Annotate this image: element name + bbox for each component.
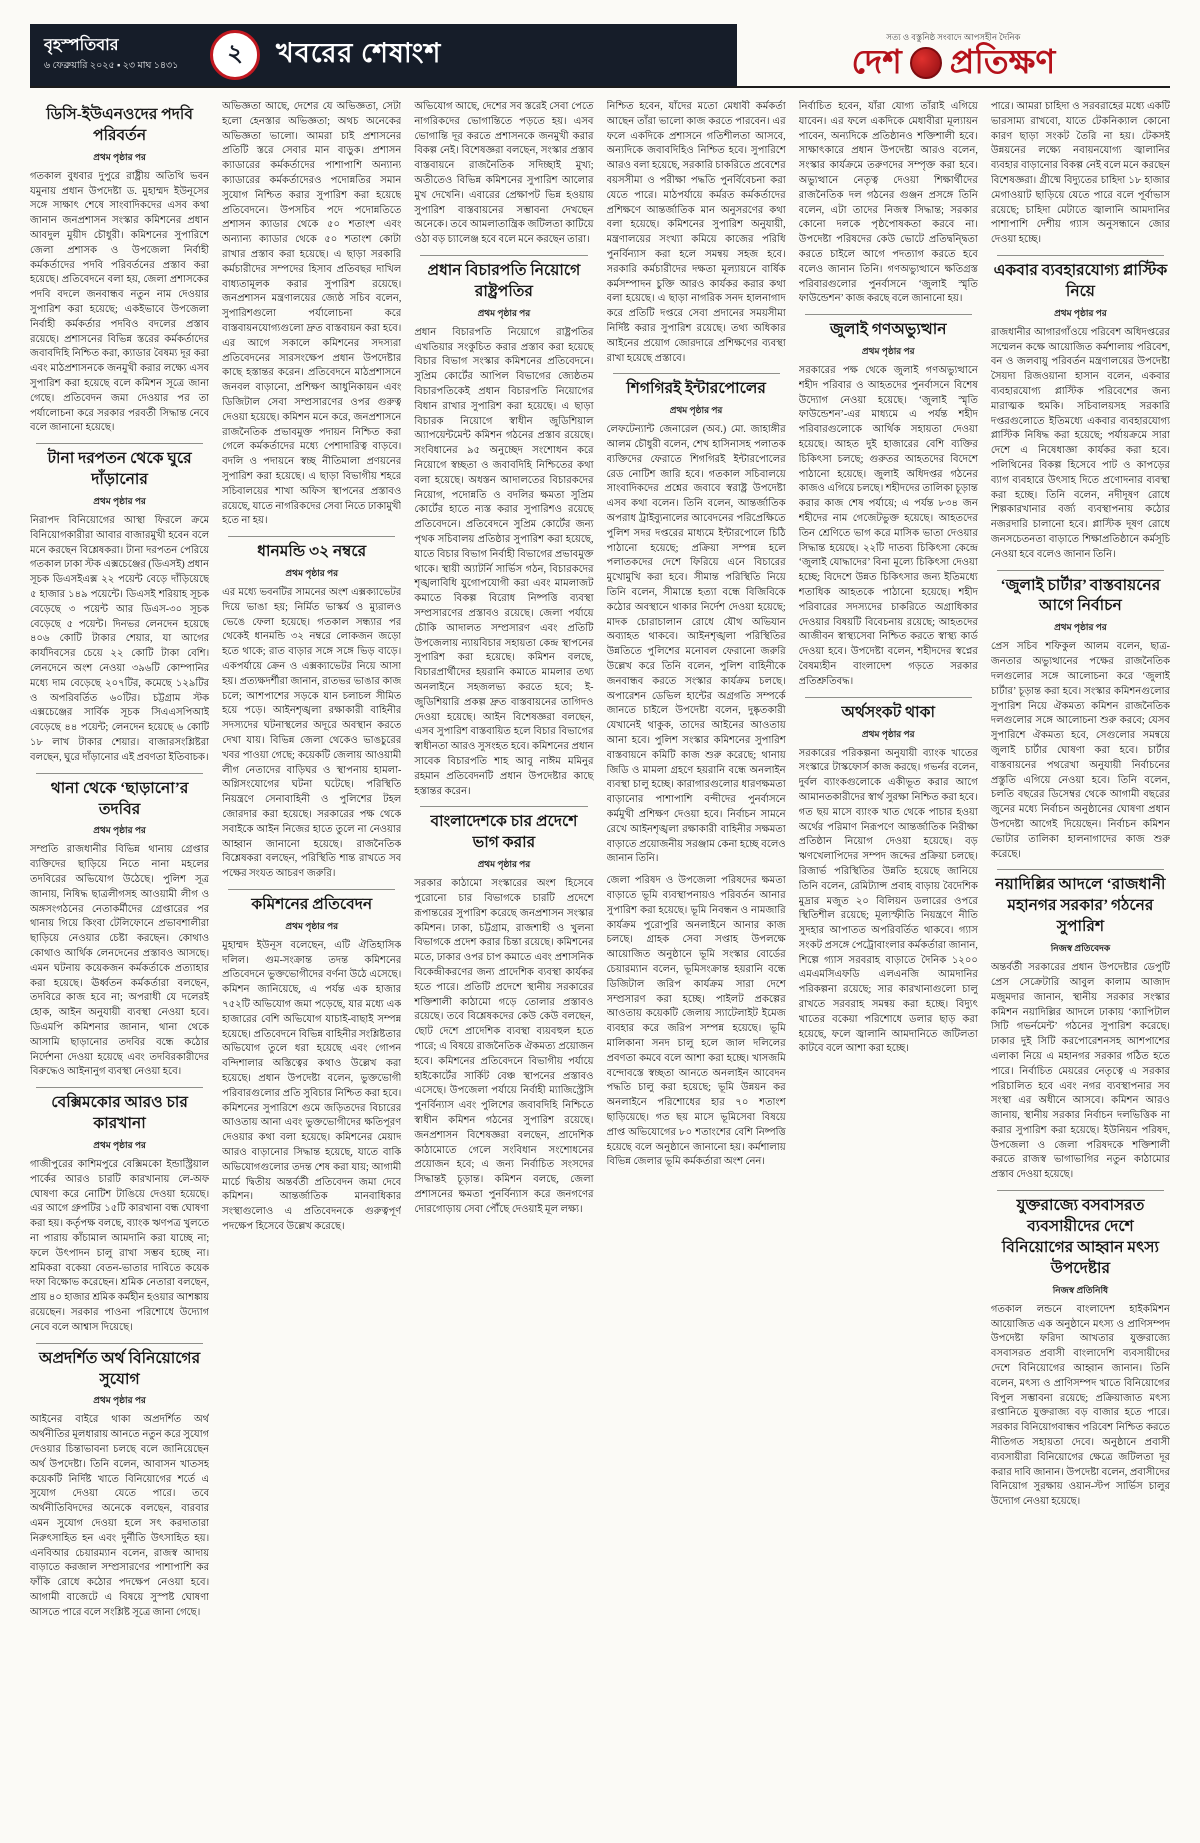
masthead: [737, 24, 1170, 86]
masthead-word-2: প্রতিক্ষণ: [949, 44, 1056, 81]
article-body: নিশ্চিত হবেন, যাঁদের মতো মেধাবী কর্মকর্তা আছেন তাঁরা ভালো কাজ করতে পারবেন। এর ফলে একদিকে প্রশাসনে গতিশীলতা আসবে, অন্যদিকে জবাবদিহিও নিশ্চিত হবে। সুপারিশে আরও বলা হয়েছে, সরকারি চাকরিতে প্রবেশের বয়সসীমা ও পরীক্ষা পদ্ধতি পুনর্বিবেচনা করা যেতে পারে। মাঠপর্যায়ে কর্মরত কর্মকর্তাদের প্রশিক্ষণে আন্তর্জাতিক মান অনুসরণের কথা বলা হয়েছে। কমিশনের সুপারিশ অনুযায়ী, মন্ত্রণালয়ের সংখ্যা কমিয়ে কাজের পরিধি পুনর্বিন্যাস করা হলে সমন্বয় সহজ হবে। সরকারি কর্মচারীদের দক্ষতা মূল্যায়নে বার্ষিক কর্মসম্পাদন চুক্তি আরও কার্যকর করার কথা বলা হয়েছে। এ ছাড়া নাগরিক সনদ হালনাগাদ করে প্রতিটি দপ্তরে সেবা প্রদানের সময়সীমা নির্দিষ্ট করার সুপারিশ রয়েছে। তথ্য অধিকার আইনের প্রয়োগ জোরদারে প্রশিক্ষণের ব্যবস্থা রাখা হয়েছে প্রস্তাবে।: [606, 101, 786, 364]
article-separator: [36, 443, 203, 444]
article-headline: অর্থসংকট থাকা: [841, 703, 935, 721]
article-body: গাজীপুরের কাশিমপুরে বেক্সিমকো ইন্ডাস্ট্রিয়াল পার্কের আরও চারটি কারখানায় লে-অফ ঘোষণা করে নোটিশ টাঙিয়ে দেওয়া হয়েছে। এর আগে গ্রুপটির ১৫টি কারখানা বন্ধ ঘোষণা করা হয়। কর্তৃপক্ষ বলছে, ব্যাংক ঋণপত্র খুলতে না পারায় কাঁচামাল আমদানি করা যাচ্ছে না; ফলে উৎপাদন চালু রাখা সম্ভব হচ্ছে না। শ্রমিকরা বকেয়া বেতন-ভাতার দাবিতে কয়েক দফা বিক্ষোভ করেছেন। শ্রমিক নেতারা বলছেন, প্রায় ৪০ হাজার শ্রমিক কর্মহীন হওয়ার আশঙ্কায় রয়েছেন। সরকার পাওনা পরিশোধে উদ্যোগ নেবে বলে আশ্বাস দিয়েছে।: [30, 1159, 210, 1333]
article-body: অন্তর্বর্তী সরকারের প্রধান উপদেষ্টার ডেপুটি প্রেস সেক্রেটারি আবুল কালাম আজাদ মজুমদার জানান, স্থানীয় সরকার সংস্কার কমিশন নয়াদিল্লির আদলে ঢাকায় ‘ক্যাপিটাল সিটি গভর্নমেন্ট’ গঠনের সুপারিশ করেছে। ঢাকার দুই সিটি করপোরেশনসহ আশপাশের এলাকা নিয়ে এ মহানগর সরকার গঠিত হতে পারে। নির্বাচিত মেয়রের নেতৃত্বে এ সরকার পরিচালিত হবে এবং নগর ব্যবস্থাপনার সব সংস্থা এর অধীনে আসবে। কমিশন আরও জানায়, স্থানীয় সরকার নির্বাচন দলভিত্তিক না করার সুপারিশ করা হয়েছে। ইউনিয়ন পরিষদ, উপজেলা ও জেলা পরিষদকে শক্তিশালী করতে রাজস্ব ভাগাভাগির নতুন কাঠামোর প্রস্তাব দেওয়া হয়েছে।: [990, 962, 1170, 1181]
article-body: সরকারের পরিকল্পনা অনুযায়ী ব্যাংক খাতের সংস্কারে টাস্কফোর্স কাজ করছে। গভর্নর বলেন, দুর্বল ব্যাংকগুলোকে একীভূত করার আগে আমানতকারীদের স্বার্থ সুরক্ষা নিশ্চিত করা হবে। গত ছয় মাসে ব্যাংক খাত থেকে পাচার হওয়া অর্থের পরিমাণ নিরূপণে আন্তর্জাতিক নিরীক্ষা প্রতিষ্ঠান নিয়োগ দেওয়া হয়েছে। বড় ঋণখেলাপিদের সম্পদ জব্দের প্রক্রিয়া চলছে। রিজার্ভ পরিস্থিতির উন্নতি হয়েছে জানিয়ে তিনি বলেন, রেমিট্যান্স প্রবাহ বাড়ায় বৈদেশিক মুদ্রার মজুত ২০ বিলিয়ন ডলারের ওপরে স্থিতিশীল রয়েছে; মূল্যস্ফীতি নিয়ন্ত্রণে নীতি সুদহার আপাতত অপরিবর্তিত থাকবে। গ্যাস সংকট প্রসঙ্গে পেট্রোবাংলার কর্মকর্তারা জানান, শিল্পে গ্যাস সরবরাহ বাড়াতে দৈনিক ১২০০ এমএমসিএফডি এলএনজি আমদানির পরিকল্পনা রয়েছে; সার কারখানাগুলো চালু রাখতে সরবরাহ সমন্বয় করা হচ্ছে। বিদ্যুৎ খাতের বকেয়া পরিশোধে ডলার ছাড় করা হয়েছে, ফলে জ্বালানি আমদানিতে জটিলতা কাটবে বলে আশা করা হচ্ছে।: [798, 747, 978, 1055]
article-headline: ডিসি-ইউএনওদের পদবি পরিবর্তন: [46, 106, 193, 144]
continued-from-label: প্রথম পৃষ্ঠার পর: [93, 496, 146, 507]
continued-from-label: প্রথম পৃষ্ঠার পর: [477, 859, 531, 870]
article-columns: [30, 100, 1170, 1833]
article-headline: থানা থেকে ‘ছাড়ানো’র তদবির: [50, 779, 189, 818]
page-header: [30, 24, 1170, 88]
article-separator: [997, 1190, 1164, 1191]
article-separator: [805, 314, 972, 315]
article-body: প্রধান বিচারপতি নিয়োগে রাষ্ট্রপতির এখতিয়ার সংকুচিত করার প্রস্তাব করা হয়েছে বিচার বিভাগ সংস্কার কমিশনের প্রতিবেদনে। সুপ্রিম কোর্টের আপিল বিভাগের জ্যেষ্ঠতম বিচারপতিকেই প্রধান বিচারপতি নিয়োগের বিধান রাখার সুপারিশ করা হয়েছে। এ ছাড়া বিচারক নিয়োগে স্বাধীন জুডিশিয়াল অ্যাপয়েন্টমেন্ট কমিশন গঠনের প্রস্তাব রয়েছে। সংবিধানের ৯৫ অনুচ্ছেদ সংশোধন করে নিয়োগে স্বচ্ছতা ও জবাবদিহি নিশ্চিতের কথা বলা হয়েছে। অধস্তন আদালতের বিচারকদের নিয়োগ, পদোন্নতি ও বদলির ক্ষমতা সুপ্রিম কোর্টের হাতে ন্যস্ত করার সুপারিশও রয়েছে প্রতিবেদনে। প্রতিবেদনে সুপ্রিম কোর্টের জন্য পৃথক সচিবালয় প্রতিষ্ঠার সুপারিশ করা হয়েছে, যাতে বিচার বিভাগ নির্বাহী বিভাগের প্রভাবমুক্ত থাকে। স্থায়ী অ্যাটর্নি সার্ভিস গঠন, বিচারকদের শৃঙ্খলাবিধি যুগোপযোগী করা এবং মামলাজট কমাতে বিকল্প বিরোধ নিষ্পত্তি ব্যবস্থা সম্প্রসারণের প্রস্তাবও রয়েছে। জেলা পর্যায়ে চৌকি আদালত সম্প্রসারণ এবং প্রতিটি উপজেলায় ন্যায়বিচার সহায়তা কেন্দ্র স্থাপনের সুপারিশ করা হয়েছে। কমিশন বলছে, বিচারপ্রার্থীদের হয়রানি কমাতে মামলার তথ্য অনলাইনে সহজলভ্য করতে হবে; ই-জুডিশিয়ারি প্রকল্প দ্রুত বাস্তবায়নের তাগিদও দেওয়া হয়েছে। আইন বিশেষজ্ঞরা বলছেন, এসব সুপারিশ বাস্তবায়িত হলে বিচার বিভাগের স্বাধীনতা আরও সুসংহত হবে। কমিশনের প্রধান সাবেক বিচারপতি শাহ আবু নাঈম মমিনুর রহমান প্রতিবেদনটি প্রধান উপদেষ্টার কাছে হস্তান্তর করেন।: [414, 326, 594, 797]
page-number-badge: [210, 30, 260, 80]
column-2: [222, 100, 401, 1833]
article-body: গতকাল লন্ডনে বাংলাদেশ হাইকমিশন আয়োজিত এক অনুষ্ঠানে মৎস্য ও প্রাণিসম্পদ উপদেষ্টা ফরিদা আখতার যুক্তরাজ্যে বসবাসরত প্রবাসী বাংলাদেশি ব্যবসায়ীদের দেশে বিনিয়োগের আহ্বান জানান। তিনি বলেন, মৎস্য ও প্রাণিসম্পদ খাতে বিনিয়োগের বিপুল সম্ভাবনা রয়েছে; প্রক্রিয়াজাত মৎস্য রপ্তানিতে যুক্তরাজ্য বড় বাজার হতে পারে। সরকার বিনিয়োগবান্ধব পরিবেশ নিশ্চিত করতে নীতিগত সহায়তা দেবে। অনুষ্ঠানে প্রবাসী ব্যবসায়ীরা বিনিয়োগের ক্ষেত্রে জটিলতা দূর করার দাবি জানান। উপদেষ্টা বলেন, প্রবাসীদের বিনিয়োগ সুরক্ষায় ওয়ান-স্টপ সার্ভিস চালুর উদ্যোগ নেওয়া হয়েছে।: [990, 1303, 1170, 1508]
article-body: অভিজ্ঞতা আছে, দেশের যে অভিজ্ঞতা, সেটা হলো হেনস্তার অভিজ্ঞতা; অথচ অনেকের অভিজ্ঞতা ভালো। আমরা চাই প্রশাসনের প্রতিটি স্তরে সেবার মান বাড়ুক। প্রশাসন ক্যাডারের কর্মকর্তাদের পাশাপাশি অন্যান্য ক্যাডারের কর্মকর্তাদেরও পদোন্নতির সমান সুযোগ নিশ্চিত করার সুপারিশ করা হয়েছে প্রতিবেদনে। উপসচিব পদে পদোন্নতিতে প্রশাসন ক্যাডার থেকে ৫০ শতাংশ এবং অন্যান্য ক্যাডার থেকে ৫০ শতাংশ কোটা রাখার প্রস্তাব করা হয়েছে। এ ছাড়া সরকারি কর্মচারীদের সম্পদের হিসাব প্রতিবছর দাখিল বাধ্যতামূলক করার সুপারিশ রয়েছে। জনপ্রশাসন মন্ত্রণালয়ের জ্যেষ্ঠ সচিব বলেন, সুপারিশগুলো পর্যালোচনা করে বাস্তবায়নযোগ্যগুলো দ্রুত বাস্তবায়ন করা হবে। এর আগে সকালে কমিশনের সদস্যরা প্রতিবেদনের সারসংক্ষেপ প্রধান উপদেষ্টার কাছে হস্তান্তর করেন। প্রতিবেদনে মাঠপ্রশাসনে জনবল বাড়ানো, প্রশিক্ষণ আধুনিকায়ন এবং ডিজিটাল সেবা সম্প্রসারণের ওপর গুরুত্ব দেওয়া হয়েছে। কমিশন মনে করে, জনপ্রশাসনে রাজনৈতিক প্রভাবমুক্ত পদায়ন নিশ্চিত করা গেলে কর্মকর্তাদের মধ্যে পেশাদারিত্ব বাড়বে। বদলি ও পদায়নে স্বচ্ছ নীতিমালা প্রণয়নের সুপারিশ করা হয়েছে। এ ছাড়া বিভাগীয় শহরে সচিবালয়ের শাখা অফিস স্থাপনের প্রস্তাবও রয়েছে, যাতে নাগরিকদের সেবা নিতে ঢাকামুখী হতে না হয়।: [222, 101, 402, 527]
article-headline: ধানমন্ডি ৩২ নম্বরে: [257, 543, 367, 561]
article-separator: [420, 806, 587, 807]
weekday-label: বৃহস্পতিবার: [44, 37, 119, 55]
article-headline: ‘জুলাই চার্টার’ বাস্তবায়নের আগে নির্বাচন: [1000, 576, 1161, 615]
header-dark-strip: [30, 24, 737, 86]
masthead-tagline: সত্য ও বস্তুনিষ্ঠ সংবাদে আপসহীন দৈনিক: [886, 31, 1021, 42]
article-separator: [228, 889, 395, 890]
column-5: [799, 100, 978, 1833]
article-headline: অপ্রদর্শিত অর্থ বিনিয়োগের সুযোগ: [39, 1349, 201, 1388]
column-1: [30, 100, 209, 1833]
article-headline: প্রধান বিচারপতি নিয়োগে রাষ্ট্রপতির: [427, 261, 581, 300]
byline: নিজস্ব প্রতিবেদক: [1050, 943, 1111, 954]
article-separator: [997, 255, 1164, 256]
article-headline: শিগগিরই ইন্টারপোলের: [626, 380, 766, 398]
continued-from-label: প্রথম পৃষ্ঠার পর: [1054, 307, 1107, 318]
date-box: [44, 36, 194, 73]
column-6: [991, 100, 1170, 1833]
continued-from-label: প্রথম পৃষ্ঠার পর: [93, 1140, 146, 1151]
continued-from-label: প্রথম পৃষ্ঠার পর: [93, 1395, 146, 1406]
continued-from-label: প্রথম পৃষ্ঠার পর: [285, 568, 339, 579]
continued-from-label: প্রথম পৃষ্ঠার পর: [93, 151, 146, 162]
article-body: গতকাল বুধবার দুপুরে রাষ্ট্রীয় অতিথি ভবন যমুনায় প্রধান উপদেষ্টা ড. মুহাম্মদ ইউনূসের সঙ্গে সাক্ষাৎ শেষে সাংবাদিকদের এসব কথা জানান জনপ্রশাসন সংস্কার কমিশনের প্রধান আবদুল মুয়ীদ চৌধুরী। কমিশনের সুপারিশে জেলা প্রশাসক ও উপজেলা নির্বাহী কর্মকর্তাদের পদবি পরিবর্তনের প্রস্তাব করা হয়েছে। প্রতিবেদনে বলা হয়, জেলা প্রশাসকের পদবি বদলে জনবান্ধব নতুন নাম দেওয়ার সুপারিশ করা হয়েছে; একইভাবে উপজেলা নির্বাহী কর্মকর্তার পদবিও বদলের প্রস্তাব রয়েছে। প্রশাসনের বিভিন্ন স্তরের কর্মকর্তাদের জবাবদিহি নিশ্চিত করা, ক্যাডার বৈষম্য দূর করা এবং মাঠপ্রশাসনকে জনমুখী করার লক্ষ্যে এসব সুপারিশ করা হয়েছে বলে কমিশন সূত্রে জানা গেছে। প্রতিবেদন জমা দেওয়ার পর তা পর্যালোচনা করে সরকার পরবর্তী সিদ্ধান্ত নেবে বলে জানানো হয়েছে।: [30, 170, 210, 434]
article-separator: [228, 536, 395, 537]
article-separator: [997, 869, 1164, 870]
article-separator: [36, 1343, 203, 1344]
column-3: [414, 100, 593, 1833]
newspaper-logo-icon: [910, 47, 942, 79]
continued-from-label: প্রথম পৃষ্ঠার পর: [861, 728, 915, 739]
byline: নিজস্ব প্রতিনিধি: [1052, 1284, 1109, 1295]
article-headline: টানা দরপতন থেকে ঘুরে দাঁড়ানোর: [47, 450, 192, 489]
column-4: [607, 100, 786, 1833]
section-title: খবরের শেষাংশ: [276, 37, 442, 68]
article-body: সম্প্রতি রাজধানীর বিভিন্ন থানায় গ্রেপ্তার ব্যক্তিদের ছাড়িয়ে নিতে নানা মহলের তদবিরের অভিযোগ উঠেছে। পুলিশ সূত্র জানায়, নিষিদ্ধ ছাত্রলীগসহ আওয়ামী লীগ ও অঙ্গসংগঠনের নেতাকর্মীদের গ্রেপ্তারের পর থানায় গিয়ে কিংবা টেলিফোনে প্রভাবশালীরা ছাড়িয়ে নেওয়ার চেষ্টা করছেন। কোথাও কোথাও আর্থিক লেনদেনের প্রস্তাবও আসছে। এমন ঘটনায় কয়েকজন কর্মকর্তাকে প্রত্যাহার করা হয়েছে। ঊর্ধ্বতন কর্মকর্তারা বলছেন, তদবিরে কাজ হবে না; অপরাধী যে দলেরই হোক, আইন অনুযায়ী ব্যবস্থা নেওয়া হবে। ডিএমপি কমিশনার জানান, থানা থেকে আসামি ছাড়ানোর তদবির বন্ধে কঠোর নির্দেশনা দেওয়া হয়েছে এবং তদবিরকারীদের বিরুদ্ধেও আইনানুগ ব্যবস্থা নেওয়া হবে।: [30, 844, 210, 1078]
article-separator: [805, 697, 972, 698]
article-body: রাজধানীর আগারগাঁওয়ে পরিবেশ অধিদপ্তরের সম্মেলন কক্ষে আয়োজিত কর্মশালায় পরিবেশ, বন ও জলবায়ু পরিবর্তন মন্ত্রণালয়ের উপদেষ্টা সৈয়দা রিজওয়ানা হাসান বলেন, একবার ব্যবহারযোগ্য প্লাস্টিক পরিবেশের জন্য মারাত্মক হুমকি। সচিবালয়সহ সরকারি দপ্তরগুলোতে ইতিমধ্যে একবার ব্যবহারযোগ্য প্লাস্টিক নিষিদ্ধ করা হয়েছে; পর্যায়ক্রমে সারা দেশে এ নিষেধাজ্ঞা কার্যকর করা হবে। পলিথিনের বিকল্প হিসেবে পাট ও কাপড়ের ব্যাগ ব্যবহারে উৎসাহ দিতে প্রণোদনার ব্যবস্থা করা হচ্ছে। তিনি বলেন, নদীদূষণ রোধে শিল্পকারখানার বর্জ্য ব্যবস্থাপনায় কঠোর নজরদারি চালানো হবে। প্লাস্টিক দূষণ রোধে জনসচেতনতা বাড়াতে শিক্ষাপ্রতিষ্ঠানে কর্মসূচি নেওয়া হবে বলেও জানান তিনি।: [990, 326, 1170, 560]
continued-from-label: প্রথম পৃষ্ঠার পর: [285, 920, 339, 931]
article-headline: কমিশনের প্রতিবেদন: [251, 895, 373, 913]
article-headline: নয়াদিল্লির আদলে ‘রাজধানী মহানগর সরকার’ গঠনের সুপারিশ: [995, 876, 1166, 936]
article-body: সরকারের পক্ষ থেকে জুলাই গণঅভ্যুত্থানে শহীদ পরিবার ও আহতদের পুনর্বাসনে বিশেষ উদ্যোগ নেওয়া হয়েছে। ‘জুলাই স্মৃতি ফাউন্ডেশন’-এর মাধ্যমে এ পর্যন্ত শহীদ পরিবারগুলোকে আর্থিক সহায়তা দেওয়া হয়েছে। আহত দুই হাজারের বেশি ব্যক্তির চিকিৎসা চলছে; গুরুতর আহতদের বিদেশে পাঠানো হয়েছে। জুলাই অধিদপ্তর গঠনের কাজও এগিয়ে চলছে। শহীদদের তালিকা চূড়ান্ত করার কাজ শেষ পর্যায়ে; এ পর্যন্ত ৮৩৪ জন শহীদের নাম গেজেটভুক্ত হয়েছে। আহতদের তিন শ্রেণিতে ভাগ করে মাসিক ভাতা দেওয়ার সিদ্ধান্ত হয়েছে। ২২টি দাতব্য চিকিৎসা কেন্দ্রে ‘জুলাই যোদ্ধাদের’ বিনা মূল্যে চিকিৎসা দেওয়া হচ্ছে; বিদেশে উন্নত চিকিৎসার জন্য ইতিমধ্যে শতাধিক আহতকে পাঠানো হয়েছে। শহীদ পরিবারের সদস্যদের চাকরিতে অগ্রাধিকার দেওয়ার বিষয়টি বিবেচনায় রয়েছে; আহতদের আজীবন স্বাস্থ্যসেবা নিশ্চিত করতে স্বাস্থ্য কার্ড দেওয়া হবে। উপদেষ্টা বলেন, শহীদদের স্বপ্নের বৈষম্যহীন বাংলাদেশ গড়তে সরকার প্রতিশ্রুতিবদ্ধ।: [798, 365, 978, 687]
article-body: এর মধ্যে ভবনটির সামনের অংশ এক্সক্যাভেটর দিয়ে ভাঙা হয়; নির্মিত ভাস্কর্য ও ম্যুরালও ভেঙে ফেলা হয়েছে। গতকাল সন্ধ্যার পর থেকেই ধানমন্ডি ৩২ নম্বরে লোকজন জড়ো হতে থাকে; রাত বাড়ার সঙ্গে সঙ্গে ভিড় বাড়ে। একপর্যায়ে ক্রেন ও এক্সক্যাভেটর নিয়ে আসা হয়। প্রত্যক্ষদর্শীরা জানান, রাতভর ভাঙার কাজ চলে; আশপাশের সড়কে যান চলাচল সীমিত হয়ে পড়ে। আইনশৃঙ্খলা রক্ষাকারী বাহিনীর সদস্যদের ঘটনাস্থলের অদূরে অবস্থান করতে দেখা যায়। বিভিন্ন জেলা থেকেও ভাঙচুরের খবর পাওয়া গেছে; কয়েকটি জেলায় আওয়ামী লীগ নেতাদের বাড়িঘর ও স্থাপনায় হামলা-অগ্নিসংযোগের ঘটনা ঘটেছে। পরিস্থিতি নিয়ন্ত্রণে সেনাবাহিনী ও পুলিশের টহল জোরদার করা হয়েছে। সরকারের পক্ষ থেকে সবাইকে আইন নিজের হাতে তুলে না নেওয়ার আহ্বান জানানো হয়েছে। রাজনৈতিক বিশ্লেষকরা বলছেন, পরিস্থিতি শান্ত রাখতে সব পক্ষের সংযত আচরণ জরুরি।: [222, 587, 402, 880]
masthead-word-1: দেশ: [851, 44, 902, 81]
page-number: ২: [227, 41, 243, 67]
article-body: আইনের বাইরে থাকা অপ্রদর্শিত অর্থ অর্থনীতির মূলধারায় আনতে নতুন করে সুযোগ দেওয়ার চিন্তাভাবনা চলছে বলে জানিয়েছেন অর্থ উপদেষ্টা। তিনি বলেন, আবাসন খাতসহ কয়েকটি নির্দিষ্ট খাতে বিনিয়োগের শর্তে এ সুযোগ দেওয়া যেতে পারে। তবে অর্থনীতিবিদদের অনেকে বলছেন, বারবার এমন সুযোগ দেওয়া হলে সৎ করদাতারা নিরুৎসাহিত হন এবং দুর্নীতি উৎসাহিত হয়। এনবিআর চেয়ারম্যান বলেন, রাজস্ব আদায় বাড়াতে করজাল সম্প্রসারণের পাশাপাশি কর ফাঁকি রোধে কঠোর পদক্ষেপ নেওয়া হবে। আগামী বাজেটে এ বিষয়ে সুস্পষ্ট ঘোষণা আসতে পারে বলে সংশ্লিষ্ট সূত্রে জানা গেছে।: [30, 1414, 210, 1618]
article-body: পারে। আমরা চাহিদা ও সরবরাহের মধ্যে একটি ভারসাম্য রাখবো, যাতে টেকনিক্যাল কোনো কারণ ছাড়া সংকট তৈরি না হয়। টেকসই উন্নয়নের লক্ষ্যে নবায়নযোগ্য জ্বালানির ব্যবহার বাড়ানোর বিকল্প নেই বলে মনে করছেন বিশেষজ্ঞরা। গ্রীষ্মে বিদ্যুতের চাহিদা ১৮ হাজার মেগাওয়াট ছাড়িয়ে যেতে পারে বলে পূর্বাভাস রয়েছে; চাহিদা মেটাতে জ্বালানি আমদানির পাশাপাশি দেশীয় গ্যাস অনুসন্ধানে জোর দেওয়া হচ্ছে।: [990, 101, 1170, 246]
article-separator: [36, 1087, 203, 1088]
continued-from-label: প্রথম পৃষ্ঠার পর: [477, 307, 531, 318]
article-headline: যুক্তরাজ্যে বসবাসরত ব্যবসায়ীদের দেশে বিনিয়োগের আহ্বান মৎস্য উপদেষ্টার: [1001, 1197, 1160, 1277]
article-body: সরকার কাঠামো সংস্কারের অংশ হিসেবে পুরোনো চার বিভাগকে চারটি প্রদেশে রূপান্তরের সুপারিশ করেছে জনপ্রশাসন সংস্কার কমিশন। ঢাকা, চট্টগ্রাম, রাজশাহী ও খুলনা বিভাগকে প্রদেশ করার চিন্তা রয়েছে। কমিশনের মতে, ঢাকার ওপর চাপ কমাতে এবং প্রশাসনিক বিকেন্দ্রীকরণের জন্য প্রাদেশিক ব্যবস্থা কার্যকর হতে পারে। প্রতিটি প্রদেশে স্থানীয় সরকারের শক্তিশালী কাঠামো গড়ে তোলার প্রস্তাবও রয়েছে। তবে বিশ্লেষকদের কেউ কেউ বলছেন, ছোট দেশে প্রাদেশিক ব্যবস্থা ব্যয়বহুল হতে পারে; এ বিষয়ে রাজনৈতিক ঐকমত্য প্রয়োজন হবে। কমিশনের প্রতিবেদনে বিভাগীয় পর্যায়ে হাইকোর্টের সার্কিট বেঞ্চ স্থাপনের প্রস্তাবও এসেছে। উপজেলা পর্যায়ে নির্বাহী ম্যাজিস্ট্রেসি পুনর্বিন্যাস এবং পুলিশের জবাবদিহি নিশ্চিতে স্বাধীন কমিশন গঠনের সুপারিশ রয়েছে। জনপ্রশাসন বিশেষজ্ঞরা বলছেন, প্রাদেশিক কাঠামোতে গেলে সংবিধান সংশোধনের প্রয়োজন হবে; এ জন্য নির্বাচিত সংসদের সিদ্ধান্তই চূড়ান্ত। কমিশন বলছে, জেলা প্রশাসনের ক্ষমতা পুনর্বিন্যাস করে জনগণের দোরগোড়ায় সেবা পৌঁছে দেওয়াই মূল লক্ষ্য।: [414, 878, 594, 1215]
article-separator: [36, 773, 203, 774]
article-body: নির্বাচিত হবেন, যাঁরা যোগ্য তাঁরাই এগিয়ে যাবেন। এর ফলে একদিকে মেধাবীরা মূল্যায়ন পাবেন, অন্যদিকে প্রতিষ্ঠানও শক্তিশালী হবে। সাক্ষাৎকারে প্রধান উপদেষ্টা আরও বলেন, সংস্কার কার্যক্রমে তরুণদের সম্পৃক্ত করা হবে। অভ্যুত্থানে নেতৃত্ব দেওয়া শিক্ষার্থীদের রাজনৈতিক দল গঠনের গুঞ্জন প্রসঙ্গে তিনি বলেন, এটা তাদের নিজস্ব সিদ্ধান্ত; সরকার কোনো দলকে পৃষ্ঠপোষকতা করবে না। উপদেষ্টা পরিষদের কেউ ভোটে প্রতিদ্বন্দ্বিতা করতে চাইলে আগে পদত্যাগ করতে হবে বলেও জানান তিনি। গণঅভ্যুত্থানে ক্ষতিগ্রস্ত পরিবারগুলোর পুনর্বাসনে ‘জুলাই স্মৃতি ফাউন্ডেশন’ কাজ করছে বলে জানানো হয়।: [798, 101, 978, 305]
article-separator: [997, 570, 1164, 571]
article-separator: [420, 255, 587, 256]
article-headline: একবার ব্যবহারযোগ্য প্লাস্টিক নিয়ে: [993, 261, 1168, 300]
article-headline: বাংলাদেশকে চার প্রদেশে ভাগ করার: [430, 813, 578, 852]
article-separator: [613, 373, 780, 374]
article-headline: বেক্সিমকোর আরও চার কারখানা: [51, 1094, 188, 1133]
continued-from-label: প্রথম পৃষ্ঠার পর: [1054, 622, 1107, 633]
date-label: ৬ ফেব্রুয়ারি ২০২৫ ▪ ২৩ মাঘ ১৪৩১: [44, 60, 179, 71]
continued-from-label: প্রথম পৃষ্ঠার পর: [669, 405, 723, 416]
article-body: লেফটেন্যান্ট জেনারেল (অব.) মো. জাহাঙ্গীর আলম চৌধুরী বলেন, শেখ হাসিনাসহ পলাতক ব্যক্তিদের ফেরাতে শিগগিরই ইন্টারপোলের রেড নোটিশ জারি হবে। গতকাল সচিবালয়ে সাংবাদিকদের প্রশ্নের জবাবে স্বরাষ্ট্র উপদেষ্টা এসব কথা বলেন। তিনি বলেন, আন্তর্জাতিক অপরাধ ট্রাইব্যুনালের আবেদনের পরিপ্রেক্ষিতে পুলিশ সদর দপ্তরের মাধ্যমে ইন্টারপোলে চিঠি পাঠানো হয়েছে; প্রক্রিয়া সম্পন্ন হলে পলাতকদের দেশে ফিরিয়ে এনে বিচারের মুখোমুখি করা হবে। সীমান্ত পরিস্থিতি নিয়ে তিনি বলেন, সীমান্তে হত্যা বন্ধে বিজিবিকে কঠোর অবস্থানে থাকার নির্দেশ দেওয়া হয়েছে; মাদক চোরাচালান রোধে যৌথ অভিযান অব্যাহত থাকবে। আইনশৃঙ্খলা পরিস্থিতির উন্নতিতে পুলিশের মনোবল ফেরানো জরুরি উল্লেখ করে তিনি বলেন, পুলিশ বাহিনীকে জনবান্ধব করতে সংস্কার কার্যক্রম চলছে। অপারেশন ডেভিল হান্টের অগ্রগতি সম্পর্কে জানতে চাইলে উপদেষ্টা বলেন, দুষ্কৃতকারী যেখানেই থাকুক, তাদের আইনের আওতায় আনা হবে। পুলিশ সংস্কার কমিশনের সুপারিশ বাস্তবায়নে কমিটি কাজ শুরু করেছে; থানায় জিডি ও মামলা গ্রহণে হয়রানি বন্ধে অনলাইন ব্যবস্থা চালু হচ্ছে। কারাগারগুলোর ধারণক্ষমতা বাড়ানোর পাশাপাশি বন্দীদের পুনর্বাসনে কর্মমুখী প্রশিক্ষণ দেওয়া হবে। নির্বাচন সামনে রেখে আইনশৃঙ্খলা রক্ষাকারী বাহিনীর সক্ষমতা বাড়াতে প্রয়োজনীয় সরঞ্জাম কেনা হচ্ছে বলেও জানান তিনি।: [606, 424, 786, 865]
continued-from-label: প্রথম পৃষ্ঠার পর: [93, 825, 146, 836]
article-body: জেলা পরিষদ ও উপজেলা পরিষদের ক্ষমতা বাড়াতে ভূমি ব্যবস্থাপনায়ও পরিবর্তন আনার সুপারিশ করা হয়েছে। ভূমি নিবন্ধন ও নামজারি কার্যক্রম পুরোপুরি অনলাইনে আনার কাজ চলছে। গ্রাহক সেবা সপ্তাহ উপলক্ষে আয়োজিত অনুষ্ঠানে ভূমি সংস্কার বোর্ডের চেয়ারম্যান বলেন, ভূমিসংক্রান্ত হয়রানি বন্ধে ডিজিটাল জরিপ কার্যক্রম সারা দেশে সম্প্রসারণ করা হচ্ছে। পাইলট প্রকল্পের আওতায় কয়েকটি জেলায় স্যাটেলাইট ইমেজ ব্যবহার করে জরিপ সম্পন্ন হয়েছে। ভূমি মালিকানা সনদ চালু হলে জাল দলিলের প্রবণতা কমবে বলে আশা করা হচ্ছে। খাসজমি বন্দোবস্তে স্বচ্ছতা আনতে অনলাইন আবেদন পদ্ধতি চালু করা হয়েছে; ভূমি উন্নয়ন কর অনলাইনে পরিশোধের হার ৭০ শতাংশ ছাড়িয়েছে। গত ছয় মাসে ভূমিসেবা বিষয়ে প্রাপ্ত অভিযোগের ৮০ শতাংশের বেশি নিষ্পত্তি হয়েছে বলে অনুষ্ঠানে জানানো হয়। কর্মশালায় বিভিন্ন জেলার ভূমি কর্মকর্তারা অংশ নেন।: [606, 875, 786, 1168]
article-body: অভিযোগ আছে, দেশের সব স্তরেই সেবা পেতে নাগরিকদের ভোগান্তিতে পড়তে হয়। এসব ভোগান্তি দূর করতে প্রশাসনকে জনমুখী করার বিকল্প নেই। বিশেষজ্ঞরা বলছেন, সংস্কার প্রস্তাব বাস্তবায়নে রাজনৈতিক সদিচ্ছাই মুখ্য; অতীতেও বিভিন্ন কমিশনের সুপারিশ আলোর মুখ দেখেনি। এবারের প্রেক্ষাপট ভিন্ন হওয়ায় সুপারিশ বাস্তবায়নের সম্ভাবনা দেখছেন অনেকে। তবে আমলাতান্ত্রিক জটিলতা কাটিয়ে ওঠা বড় চ্যালেঞ্জ হবে বলে মনে করছেন তারা।: [414, 101, 594, 246]
article-body: মুহাম্মদ ইউনূস বলেছেন, এটি ঐতিহাসিক দলিল। গুম-সংক্রান্ত তদন্ত কমিশনের প্রতিবেদনে ভুক্তভোগীদের বর্ণনা উঠে এসেছে। কমিশন জানিয়েছে, এ পর্যন্ত এক হাজার ৭৫২টি অভিযোগ জমা পড়েছে, যার মধ্যে এক হাজারের বেশি অভিযোগ যাচাই-বাছাই সম্পন্ন হয়েছে। প্রতিবেদনে বিভিন্ন বাহিনীর সংশ্লিষ্টতার অভিযোগ তুলে ধরা হয়েছে এবং গোপন বন্দিশালার অস্তিত্বের কথাও উল্লেখ করা হয়েছে। প্রধান উপদেষ্টা বলেন, ভুক্তভোগী পরিবারগুলোর প্রতি সুবিচার নিশ্চিত করা হবে। কমিশনের সুপারিশে গুমে জড়িতদের বিচারের আওতায় আনা এবং ভুক্তভোগীদের ক্ষতিপূরণ দেওয়ার কথা বলা হয়েছে। কমিশনের মেয়াদ আরও বাড়ানোর সিদ্ধান্ত হয়েছে, যাতে বাকি অভিযোগগুলোর তদন্ত শেষ করা যায়; আগামী মার্চে দ্বিতীয় অন্তর্বর্তী প্রতিবেদন জমা দেবে কমিশন। আন্তর্জাতিক মানবাধিকার সংস্থাগুলোও এ প্রতিবেদনকে গুরুত্বপূর্ণ পদক্ষেপ হিসেবে উল্লেখ করেছে।: [222, 939, 402, 1233]
article-body: প্রেস সচিব শফিকুল আলম বলেন, ছাত্র-জনতার অভ্যুত্থানের পক্ষের রাজনৈতিক দলগুলোর সঙ্গে আলোচনা করে ‘জুলাই চার্টার’ চূড়ান্ত করা হবে। সংস্কার কমিশনগুলোর সুপারিশ নিয়ে ঐকমত্য কমিশন রাজনৈতিক দলগুলোর সঙ্গে আলোচনা শুরু করবে; যেসব সুপারিশে ঐকমত্য হবে, সেগুলোর সমন্বয়ে জুলাই চার্টার ঘোষণা করা হবে। চার্টার বাস্তবায়নের পথরেখা অনুযায়ী নির্বাচনের প্রস্তুতি এগিয়ে নেওয়া হবে। তিনি বলেন, চলতি বছরের ডিসেম্বর থেকে আগামী বছরের জুনের মধ্যে নির্বাচন অনুষ্ঠানের ঘোষণা প্রধান উপদেষ্টা আগেই দিয়েছেন। নির্বাচন কমিশন ভোটার তালিকা হালনাগাদের কাজ শুরু করেছে।: [990, 641, 1170, 860]
masthead-title: [851, 44, 1056, 81]
continued-from-label: প্রথম পৃষ্ঠার পর: [861, 346, 915, 357]
article-headline: জুলাই গণঅভ্যুত্থান: [830, 321, 947, 339]
article-body: নিরাপদ বিনিয়োগের আস্থা ফিরলে ক্রমে বিনিয়োগকারীরা আবার বাজারমুখী হবেন বলে মনে করছেন বিশ্লেষকরা। টানা দরপতন পেরিয়ে গতকাল ঢাকা স্টক এক্সচেঞ্জের (ডিএসই) প্রধান সূচক ডিএসইএক্স ২২ পয়েন্ট বেড়ে দাঁড়িয়েছে ৫ হাজার ১৪৯ পয়েন্টে। ডিএসই শরিয়াহ সূচক বেড়েছে ৩ পয়েন্ট আর ডিএস-৩০ সূচক বেড়েছে ৫ পয়েন্ট। দিনভর লেনদেন হয়েছে ৪০৬ কোটি টাকার শেয়ার, যা আগের কার্যদিবসের চেয়ে ২২ কোটি টাকা বেশি। লেনদেনে অংশ নেওয়া ৩৯৬টি কোম্পানির মধ্যে দাম বেড়েছে ২০৭টির, কমেছে ১২৯টির ও অপরিবর্তিত ৬০টির। চট্টগ্রাম স্টক এক্সচেঞ্জের সার্বিক সূচক সিএএসপিআই বেড়েছে ৪৪ পয়েন্ট; লেনদেন হয়েছে ৬ কোটি ১৮ লাখ টাকার শেয়ার। বাজারসংশ্লিষ্টরা বলছেন, ঘুরে দাঁড়ানোর এই প্রবণতা ইতিবাচক।: [30, 515, 210, 763]
